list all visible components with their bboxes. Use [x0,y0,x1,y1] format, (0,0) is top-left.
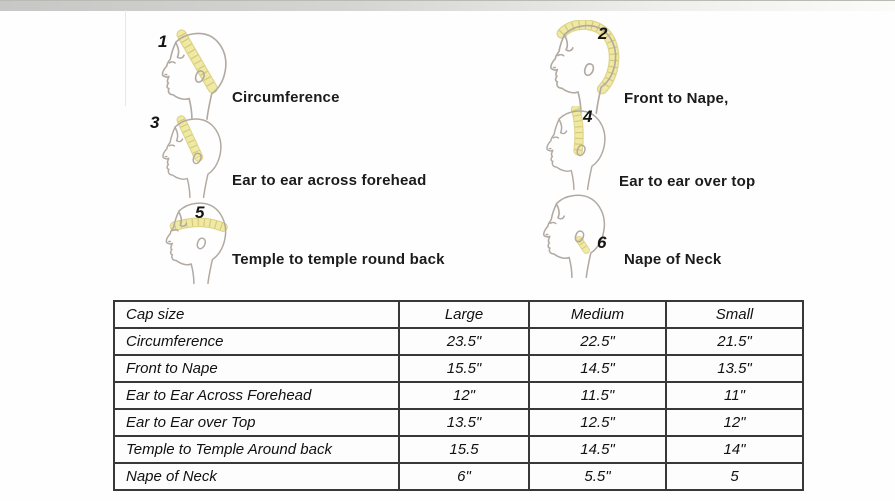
column-header-cap-size: Cap size [114,301,399,328]
diagram-number-3: 3 [150,113,160,132]
diagram-number-4: 4 [583,107,593,126]
head-profile-ear-to-ear-top-illustration [525,106,621,192]
diagram-label-ear-to-ear-over-top: Ear to ear over top [619,173,756,190]
diagram-ear-to-ear-over-top [525,106,621,192]
cell-medium: 11.5" [529,382,666,409]
cell-large: 15.5" [399,355,529,382]
cell-small: 11" [666,382,803,409]
cell-large: 13.5" [399,409,529,436]
row-label: Ear to Ear over Top [114,409,399,436]
diagram-front-to-nape [531,20,629,116]
table-row-ear-to-ear-over-top [114,409,803,436]
column-header-medium: Medium [529,301,666,328]
cell-small: 21.5" [666,328,803,355]
cell-small: 12" [666,409,803,436]
top-gray-strip [0,0,895,11]
row-label: Nape of Neck [114,463,399,490]
cell-small: 5 [666,463,803,490]
size-table [113,300,804,491]
diagram-label-temple-to-temple: Temple to temple round back [232,251,445,268]
head-profile-front-to-nape-illustration [531,20,629,116]
head-profile-temple-to-temple-illustration [143,198,243,286]
photo-edge-line [125,10,126,106]
column-header-small: Small [666,301,803,328]
diagram-number-2: 2 [598,24,608,43]
diagram-label-front-to-nape: Front to Nape, [624,90,729,107]
table-row-temple-to-temple [114,436,803,463]
size-table-header-row [114,301,803,328]
cell-small: 14" [666,436,803,463]
cell-medium: 5.5" [529,463,666,490]
cell-medium: 22.5" [529,328,666,355]
table-row-nape-of-neck [114,463,803,490]
column-header-large: Large [399,301,529,328]
diagram-number-6: 6 [597,233,607,252]
cell-large: 12" [399,382,529,409]
row-label: Temple to Temple Around back [114,436,399,463]
cell-large: 23.5" [399,328,529,355]
row-label: Front to Nape [114,355,399,382]
cell-medium: 14.5" [529,436,666,463]
table-row-front-to-nape [114,355,803,382]
table-row-ear-to-ear-across-forehead [114,382,803,409]
cell-medium: 12.5" [529,409,666,436]
diagram-temple-to-temple [143,198,243,286]
diagram-label-circumference: Circumference [232,89,340,106]
row-label: Circumference [114,328,399,355]
cell-large: 15.5 [399,436,529,463]
row-label: Ear to Ear Across Forehead [114,382,399,409]
cell-medium: 14.5" [529,355,666,382]
cell-large: 6" [399,463,529,490]
cell-small: 13.5" [666,355,803,382]
table-row-circumference [114,328,803,355]
diagram-number-1: 1 [158,32,168,51]
diagram-label-ear-to-ear-across-forehead: Ear to ear across forehead [232,172,427,189]
diagram-label-nape-of-neck: Nape of Neck [624,251,722,268]
diagram-number-5: 5 [195,203,205,222]
